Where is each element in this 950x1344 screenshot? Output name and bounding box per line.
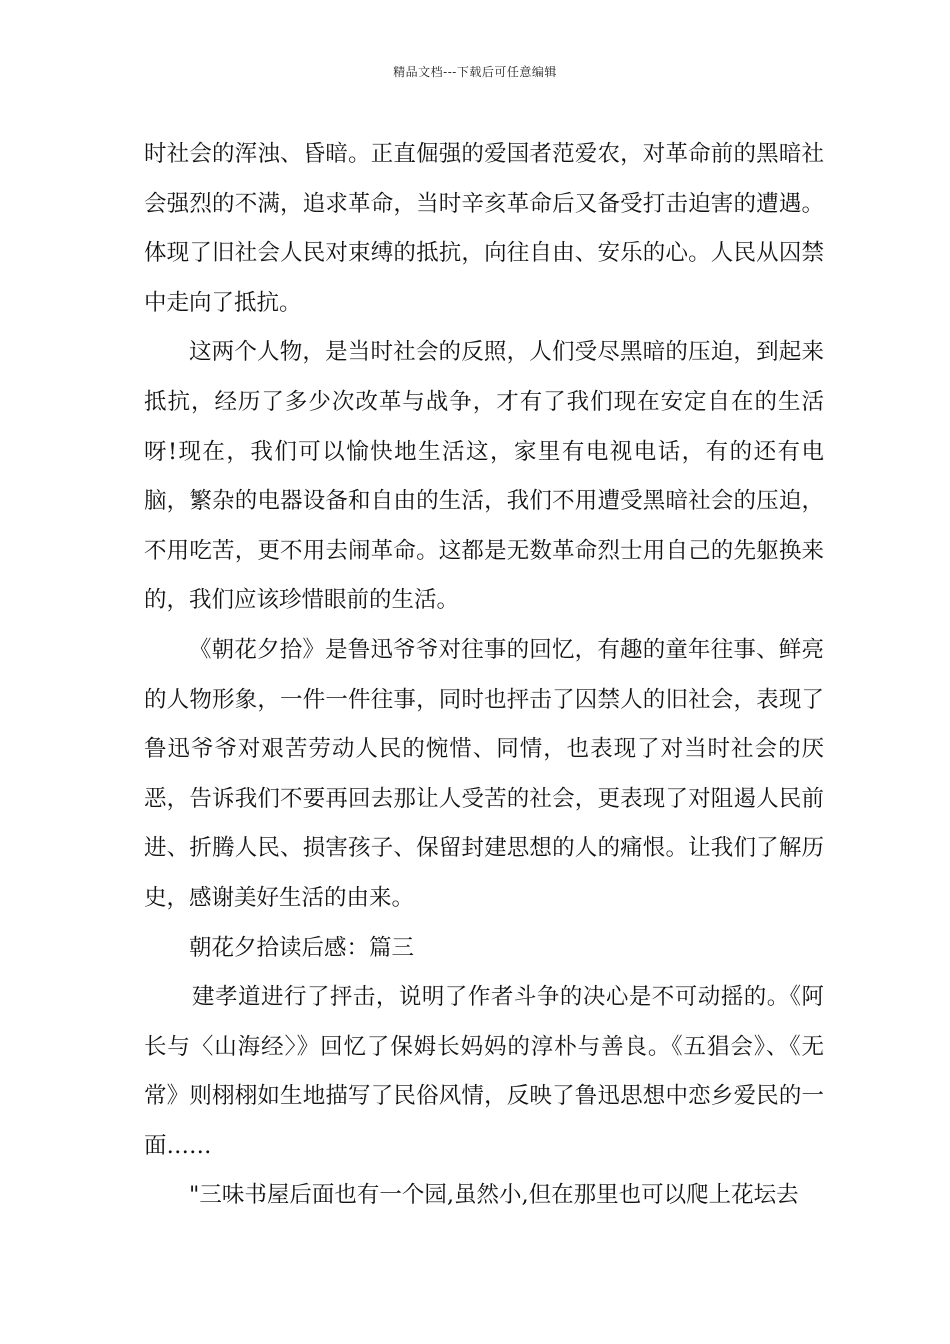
section-heading: 朝花夕拾读后感：篇三 [189, 934, 415, 961]
paragraph-2: 这两个人物，是当时社会的反照，人们受尽黑暗的压迫，到起来抵抗，经历了多少次改革与战争，才有了我们现在安定自在的生活呀!现在，我们可以愉快地生活这，家里有电视电话，有的还有电脑，繁杂的电器设备和自由的生活，我们不用遭受黑暗社会的压迫，不用吃苦，更不用去闹革命。这都是无数革命烈士用自己的先躯换来的，我们应该珍惜眼前的生活。 [144, 339, 824, 614]
page-header: 精品文档---下载后可任意编辑 [393, 65, 557, 79]
paragraph-5: "三味书屋后面也有一个园,虽然小,但在那里也可以爬上花坛去 [189, 1182, 799, 1209]
document-body [144, 130, 824, 1221]
paragraph-1: 时社会的浑浊、昏暗。正直倔强的爱国者范爱农，对革命前的黑暗社会强烈的不满，追求革命，当时辛亥革命后又备受打击迫害的遭遇。体现了旧社会人民对束缚的抵抗，向往自由、安乐的心。人民从囚禁中走向了抵抗。 [144, 141, 824, 316]
paragraph-3: 《朝花夕拾》是鲁迅爷爷对往事的回忆，有趣的童年往事、鲜亮的人物形象，一件一件往事，同时也抨击了囚禁人的旧社会，表现了鲁迅爷爷对艰苦劳动人民的惋惜、同情，也表现了对当时社会的厌恶，告诉我们不要再回去那让人受苦的社会，更表现了对阻遏人民前进、折腾人民、损害孩子、保留封建思想的人的痛恨。让我们了解历史，感谢美好生活的由来。 [144, 636, 824, 911]
paragraph-4: 建孝道进行了抨击，说明了作者斗争的决心是不可动摇的。《阿长与〈山海经〉》回忆了保姆长妈妈的淳朴与善良。《五猖会》、《无常》则栩栩如生地描写了民俗风情，反映了鲁迅思想中恋乡爱民的一面…… [144, 984, 824, 1159]
